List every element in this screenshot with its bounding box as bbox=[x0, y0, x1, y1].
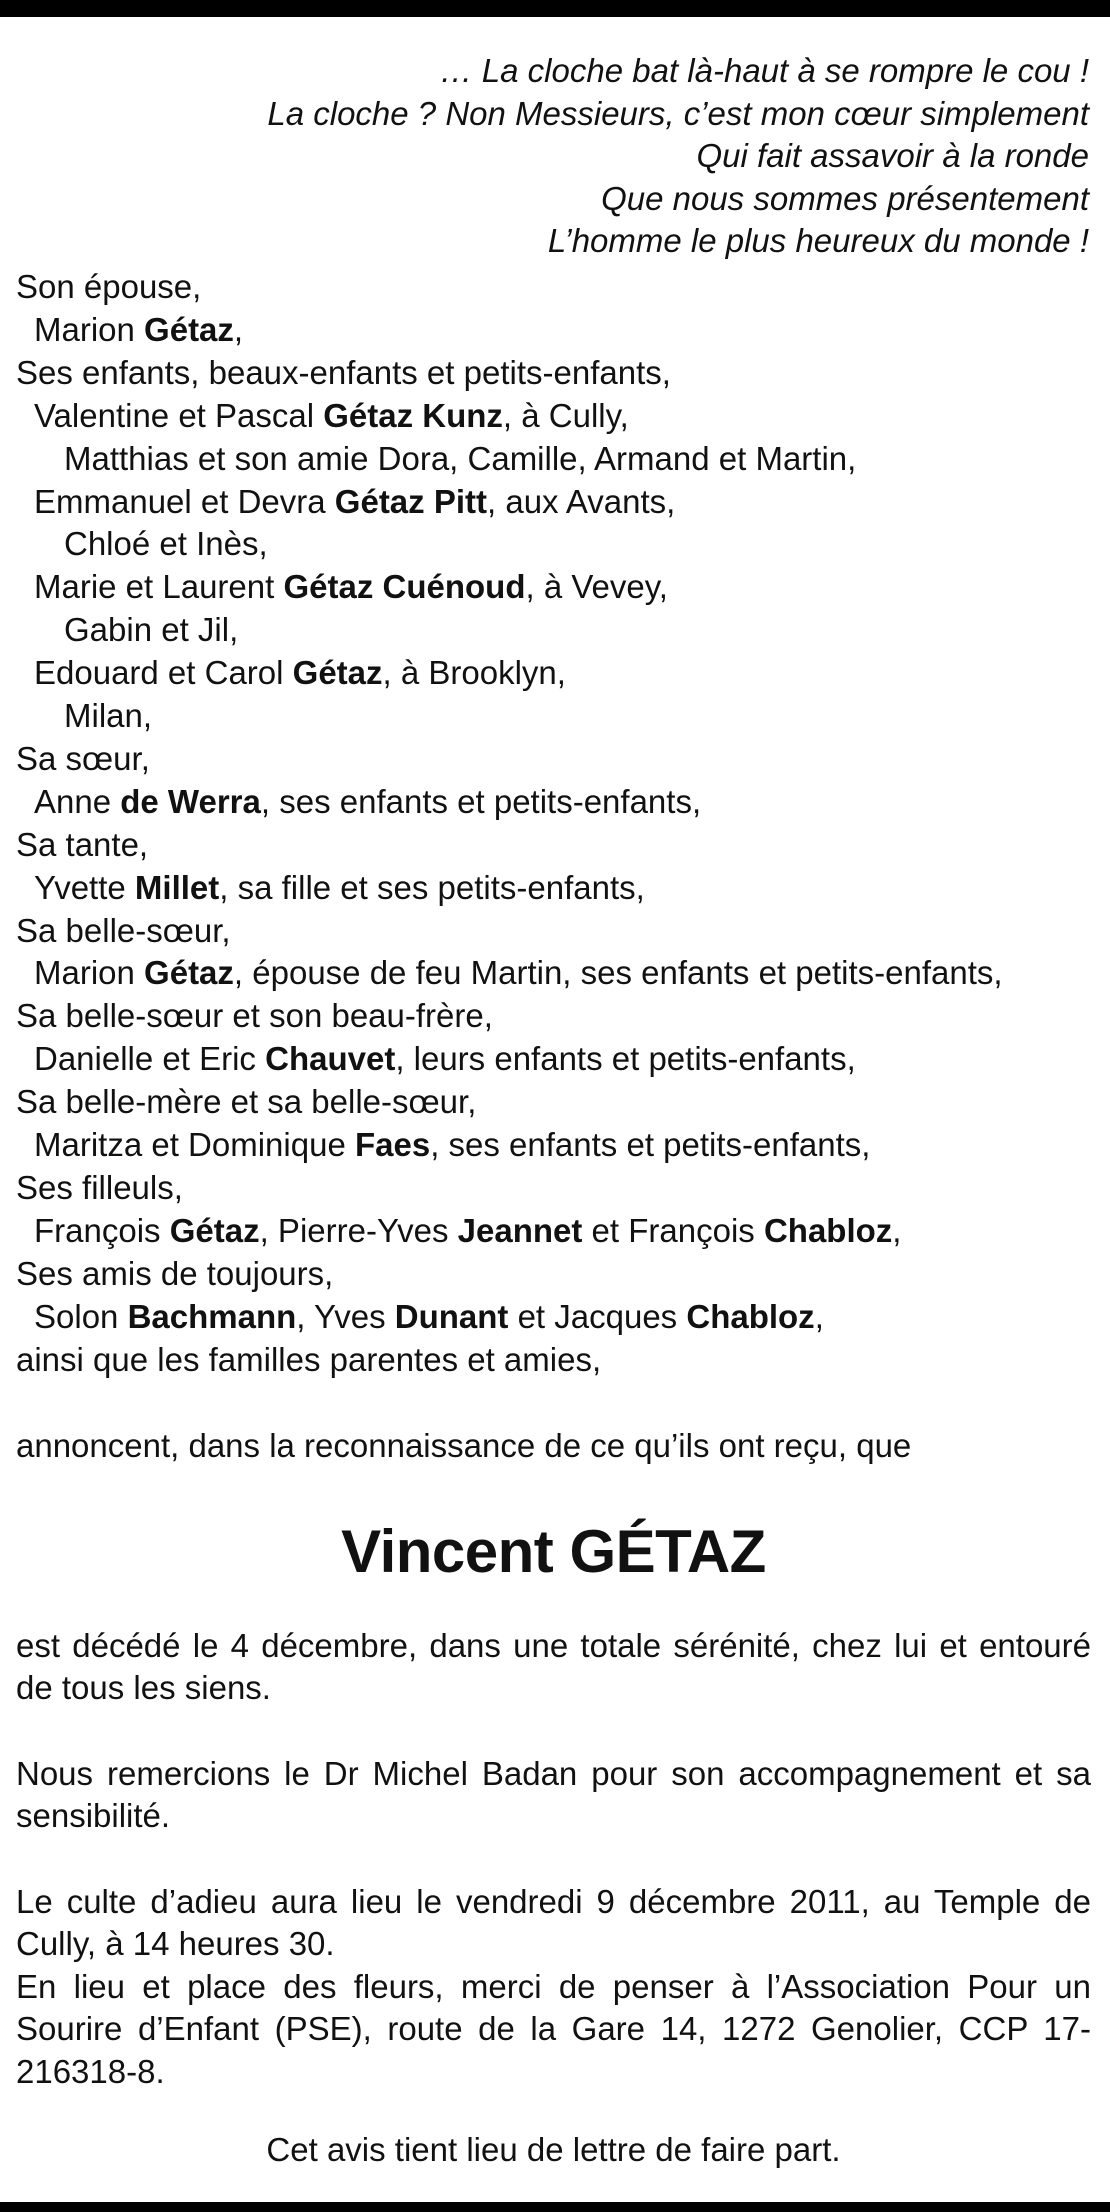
family-text: , Yves bbox=[296, 1297, 395, 1335]
family-text: Yvette bbox=[34, 868, 135, 906]
family-surname: Chauvet bbox=[265, 1040, 396, 1078]
family-surname: Gétaz Pitt bbox=[334, 482, 487, 520]
family-text: Matthias et son amie Dora, Camille, Armand et Martin, bbox=[64, 439, 857, 477]
family-text: Ses enfants, beaux-enfants et petits-enfants, bbox=[16, 353, 671, 391]
family-text: Sa sœur, bbox=[16, 739, 150, 777]
donations-paragraph: En lieu et place des fleurs, merci de penser à l’Association Pour un Sourire d’Enfant (PSE), route de la Gare 14, 1272 Genolier, CCP 17-216318-8. bbox=[16, 1967, 1091, 2090]
family-line bbox=[16, 652, 1091, 695]
family-list bbox=[16, 266, 1091, 1382]
family-text: , épouse de feu Martin, ses enfants et petits-enfants, bbox=[233, 954, 1003, 992]
poem-line: Qui fait assavoir à la ronde bbox=[696, 137, 1089, 175]
family-line bbox=[16, 309, 1091, 352]
family-text: , à Brooklyn, bbox=[382, 654, 566, 692]
family-text: Marion bbox=[34, 310, 145, 348]
poem-line: La cloche ? Non Messieurs, c’est mon cœur simplement bbox=[267, 94, 1089, 132]
top-rule bbox=[0, 0, 1110, 17]
family-line bbox=[16, 952, 1091, 995]
family-text: Milan, bbox=[64, 697, 153, 735]
family-text: , bbox=[814, 1297, 824, 1335]
family-surname: de Werra bbox=[120, 782, 261, 820]
family-text: Sa belle-sœur et son beau-frère, bbox=[16, 997, 493, 1035]
death-notice bbox=[16, 50, 1091, 2171]
bottom-rule bbox=[0, 2202, 1110, 2212]
family-text: Sa tante, bbox=[16, 825, 149, 863]
family-text: François bbox=[34, 1211, 170, 1249]
family-text: , sa fille et ses petits-enfants, bbox=[219, 868, 645, 906]
family-text: , ses enfants et petits-enfants, bbox=[260, 782, 702, 820]
family-line bbox=[16, 1124, 1091, 1167]
family-line bbox=[16, 523, 1091, 566]
family-surname: Bachmann bbox=[127, 1297, 297, 1335]
family-text: Sa belle-mère et sa belle-sœur, bbox=[16, 1083, 477, 1121]
family-text: Valentine et Pascal bbox=[34, 396, 324, 434]
family-line bbox=[16, 824, 1091, 867]
family-surname: Gétaz bbox=[144, 954, 234, 992]
poem-epigraph bbox=[16, 50, 1091, 263]
family-text: Danielle et Eric bbox=[34, 1040, 266, 1078]
family-text: Son épouse, bbox=[16, 267, 202, 305]
family-text: Sa belle-sœur, bbox=[16, 911, 231, 949]
family-line bbox=[16, 438, 1091, 481]
family-line bbox=[16, 1081, 1091, 1124]
family-text: et François bbox=[582, 1211, 764, 1249]
family-line bbox=[16, 995, 1091, 1038]
family-line bbox=[16, 781, 1091, 824]
family-text: Marion bbox=[34, 954, 145, 992]
family-line bbox=[16, 1253, 1091, 1296]
family-text: ainsi que les familles parentes et amies, bbox=[16, 1340, 602, 1378]
family-text: et Jacques bbox=[508, 1297, 687, 1335]
family-line bbox=[16, 1339, 1091, 1382]
family-line bbox=[16, 266, 1091, 309]
family-surname: Faes bbox=[354, 1126, 431, 1164]
family-text: , leurs enfants et petits-enfants, bbox=[395, 1040, 856, 1078]
family-line bbox=[16, 910, 1091, 953]
poem-line: … La cloche bat là-haut à se rompre le cou ! bbox=[439, 52, 1089, 89]
family-text: , à Vevey, bbox=[525, 568, 668, 606]
family-line bbox=[16, 1296, 1091, 1339]
family-surname: Chabloz bbox=[763, 1211, 893, 1249]
family-text: Gabin et Jil, bbox=[64, 611, 239, 649]
family-text: , ses enfants et petits-enfants, bbox=[430, 1126, 871, 1164]
family-surname: Gétaz bbox=[144, 310, 234, 348]
family-text: Edouard et Carol bbox=[34, 654, 293, 692]
poem-line: Que nous sommes présentement bbox=[601, 179, 1089, 217]
family-text: Ses filleuls, bbox=[16, 1169, 183, 1206]
family-text: , aux Avants, bbox=[487, 482, 676, 520]
family-line bbox=[16, 738, 1091, 781]
family-text: , à Cully, bbox=[502, 396, 629, 434]
family-text: Emmanuel et Devra bbox=[34, 482, 335, 520]
family-line bbox=[16, 1210, 1091, 1253]
family-text: , bbox=[233, 310, 244, 348]
family-surname: Jeannet bbox=[457, 1211, 583, 1249]
family-line bbox=[16, 1167, 1091, 1210]
family-line bbox=[16, 395, 1091, 438]
family-surname: Gétaz Cuénoud bbox=[283, 568, 526, 606]
family-surname: Millet bbox=[134, 868, 220, 906]
family-text: Anne bbox=[34, 782, 121, 820]
death-notice-paragraph: est décédé le 4 décembre, dans une totale sérénité, chez lui et entouré de tous les siens. bbox=[16, 1626, 1091, 1707]
family-text: , Pierre-Yves bbox=[259, 1211, 458, 1249]
family-line bbox=[16, 867, 1091, 910]
family-text: Ses amis de toujours, bbox=[16, 1254, 334, 1292]
family-line bbox=[16, 566, 1091, 609]
family-surname: Gétaz Kunz bbox=[323, 396, 503, 434]
family-line bbox=[16, 695, 1091, 738]
announcement: annoncent, dans la reconnaissance de ce qu’ils ont reçu, que bbox=[16, 1426, 912, 1464]
family-surname: Dunant bbox=[394, 1297, 509, 1335]
thanks-paragraph: Nous remercions le Dr Michel Badan pour son accompagnement et sa sensibilité. bbox=[16, 1754, 1091, 1835]
family-text: Maritza et Dominique bbox=[34, 1126, 355, 1164]
family-surname: Chabloz bbox=[686, 1297, 815, 1335]
family-text: Marie et Laurent bbox=[34, 568, 284, 606]
family-line bbox=[16, 352, 1091, 395]
closing-note: Cet avis tient lieu de lettre de faire part. bbox=[266, 2131, 841, 2169]
family-text: , bbox=[892, 1211, 902, 1249]
family-text: Chloé et Inès, bbox=[64, 525, 268, 563]
service-paragraph: Le culte d’adieu aura lieu le vendredi 9 décembre 2011, au Temple de Cully, à 14 heures 30. bbox=[16, 1882, 1091, 1963]
poem-line: L’homme le plus heureux du monde ! bbox=[547, 222, 1089, 260]
family-line bbox=[16, 609, 1091, 652]
family-surname: Gétaz bbox=[292, 654, 383, 692]
family-surname: Gétaz bbox=[169, 1211, 260, 1249]
family-text: Solon bbox=[34, 1297, 128, 1335]
family-line bbox=[16, 1038, 1091, 1081]
deceased-name: Vincent GÉTAZ bbox=[341, 1517, 766, 1585]
family-line bbox=[16, 481, 1091, 524]
